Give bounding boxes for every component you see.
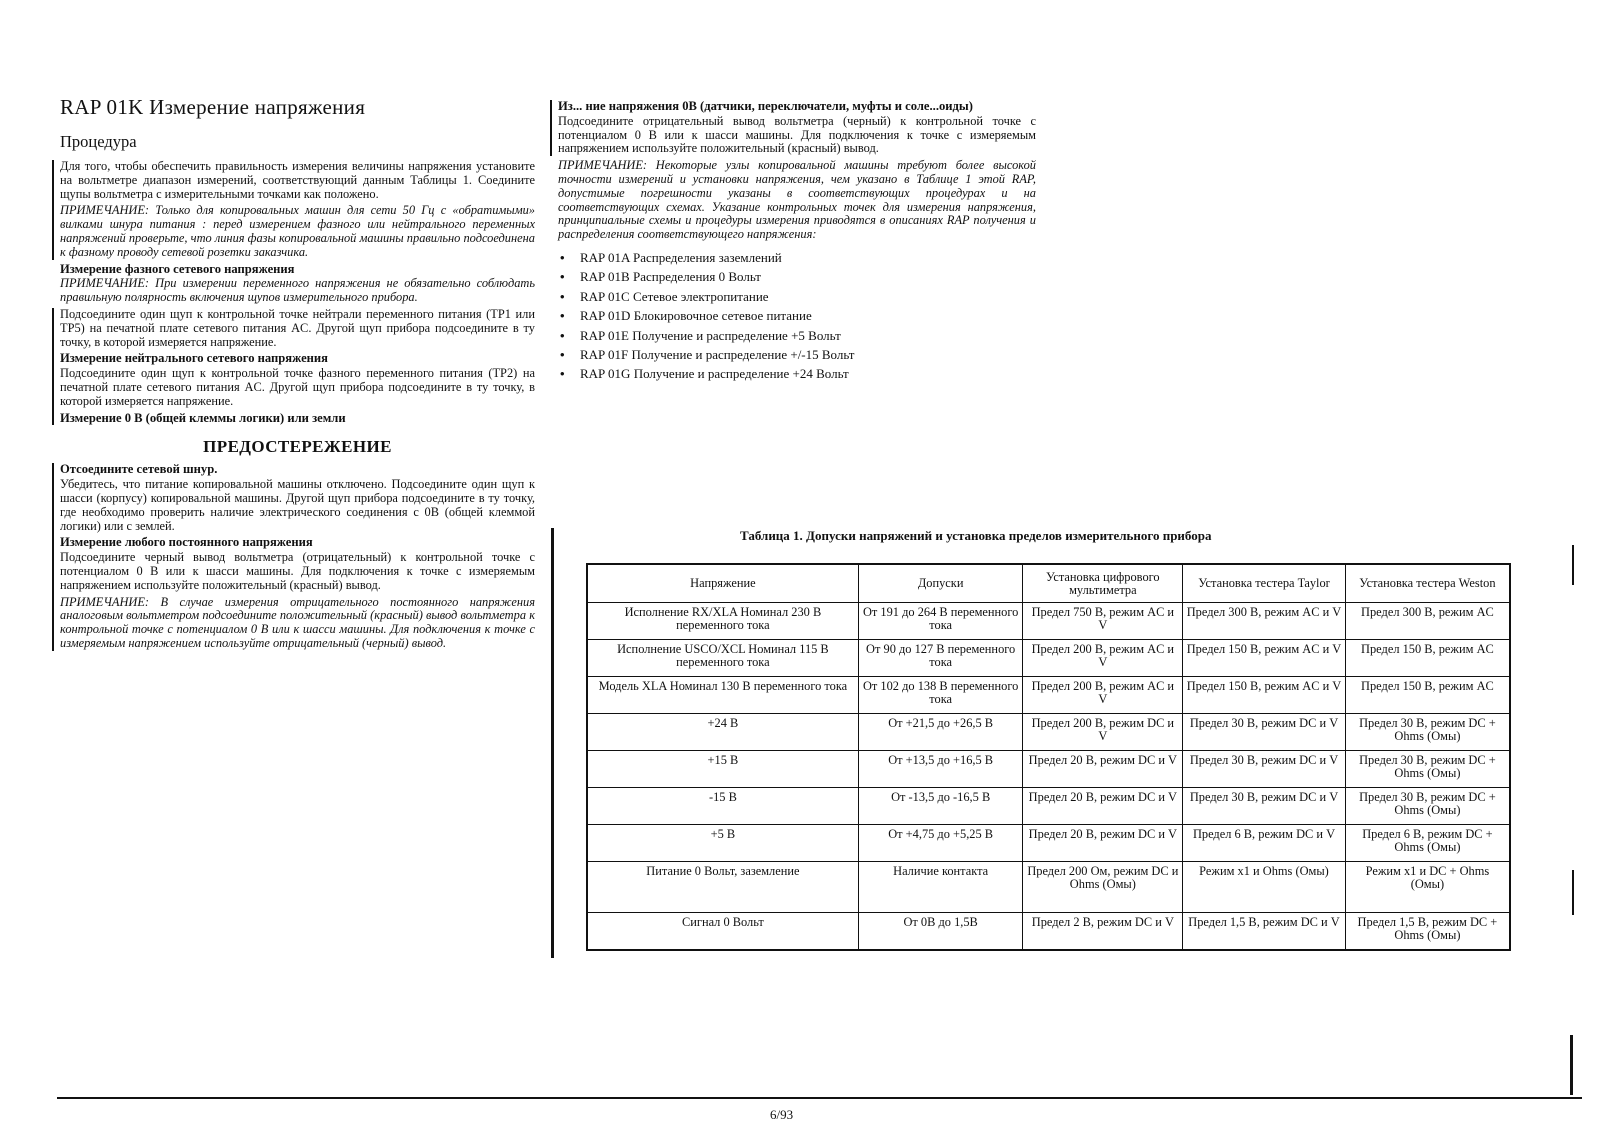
table-cell: От +13,5 до +16,5 В	[858, 751, 1023, 788]
table-cell: Предел 30 В, режим DC и V	[1183, 751, 1346, 788]
table-cell: Предел 1,5 В, режим DC и V	[1183, 913, 1346, 951]
list-item: • RAP 01D Блокировочное сетевое питание	[560, 306, 1036, 325]
table-cell: Предел 300 В, режим AC и V	[1183, 603, 1346, 640]
note-accuracy: ПРИМЕЧАНИЕ: Некоторые узлы копировальной машины требуют более высокой точности измерений и установки напряжения, чем указано в Таблице 1 этой RAP, допустимые погрешности указаны в соответствующих процедурах и на соответствующих схемах. Указание контрольных точек для измерения напряжения, принципиальные схемы и процедуры измерения приводятся в описаниях RAP получения и распределения соответствующего напряжения:	[558, 158, 1036, 242]
change-bar	[550, 100, 1036, 156]
list-item: • RAP 01F Получение и распределение +/-15 Вольт	[560, 345, 1036, 364]
table-cell: Наличие контакта	[858, 862, 1023, 913]
list-item: • RAP 01E Получение и распределение +5 Вольт	[560, 326, 1036, 345]
table-cell: Предел 150 В, режим AC и V	[1183, 640, 1346, 677]
table-cell: Модель XLA Номинал 130 В переменного тока	[587, 677, 858, 714]
table-cell: +24 В	[587, 714, 858, 751]
change-bar	[52, 308, 535, 425]
list-item: • RAP 01G Получение и распределение +24 Вольт	[560, 364, 1036, 383]
table-cell: Предел 6 В, режим DC и V	[1183, 825, 1346, 862]
change-bar	[52, 463, 535, 650]
neutral-heading: Измерение нейтрального сетевого напряжения	[60, 351, 328, 366]
table-cell: Питание 0 Вольт, заземление	[587, 862, 858, 913]
list-item: • RAP 01B Распределения 0 Вольт	[560, 267, 1036, 286]
change-bar	[52, 160, 535, 260]
table-header-row	[587, 564, 1510, 603]
intro-paragraph: Для того, чтобы обеспечить правильность измерения величины напряжения установите на вольтметре диапазон измерений, соответствующий данным Таблицы 1. Соедините щупы вольтметра с измерительными точками как положено.	[60, 159, 535, 201]
phase-heading: Измерение фазного сетевого напряжения	[60, 261, 295, 276]
margin-mark	[1572, 870, 1574, 915]
zero-volt-devices-heading: Из... ние напряжения 0В (датчики, переключатели, муфты и соле...оиды)	[558, 99, 973, 113]
warning-paragraph: Убедитесь, что питание копировальной машины отключено. Подсоедините один щуп к шасси (корпусу) копировальной машины. Другой щуп прибора подсоедините в ту точку, где необходимо проверить наличие электрического соединения с 0В (общей клеммой логики) или с землей.	[60, 477, 535, 533]
column-header: Установка цифрового мультиметра	[1023, 564, 1183, 603]
page-number: 6/93	[770, 1107, 794, 1122]
table-row	[587, 603, 1510, 640]
warning-heading: ПРЕДОСТЕРЕЖЕНИЕ	[203, 437, 392, 457]
table-cell: Предел 150 В, режим AC	[1345, 640, 1510, 677]
list-item: • RAP 01C Сетевое электропитание	[560, 287, 1036, 306]
note-50hz: ПРИМЕЧАНИЕ: Только для копировальных машин для сети 50 Гц с «обратимыми» вилками шнура питания : перед измерением фазного или нейтрального переменных напряжений проверьте, что линия фазы копировальной машины правильно подсоединена к фазному проводу сетевой розетки заказчика.	[60, 203, 535, 259]
warning-subheading: Отсоедините сетевой шнур.	[60, 462, 218, 477]
table-row	[587, 913, 1510, 951]
table-cell: Исполнение USCO/XCL Номинал 115 В переменного тока	[587, 640, 858, 677]
table-row	[587, 714, 1510, 751]
table-cell: Предел 200 В, режим AC и V	[1023, 677, 1183, 714]
table-cell: Исполнение RX/XLA Номинал 230 В переменного тока	[587, 603, 858, 640]
table-cell: -15 В	[587, 788, 858, 825]
table-cell: Предел 200 В, режим AC и V	[1023, 640, 1183, 677]
change-bar	[551, 528, 554, 958]
dc-paragraph: Подсоедините черный вывод вольтметра (отрицательный) к контрольной точке с потенциалом 0 В или к шасси машины. Для подключения к точке с измеряемым напряжением используйте положительный (красный) вывод.	[60, 550, 535, 592]
table-cell: +15 В	[587, 751, 858, 788]
rap-list	[558, 248, 1036, 384]
table-cell: От 0В до 1,5В	[858, 913, 1023, 951]
zero-volt-heading: Измерение 0 В (общей клеммы логики) или земли	[60, 410, 346, 425]
column-header: Установка тестера Taylor	[1183, 564, 1346, 603]
table-cell: От +4,75 до +5,25 В	[858, 825, 1023, 862]
table-cell: Сигнал 0 Вольт	[587, 913, 858, 951]
column-header: Установка тестера Weston	[1345, 564, 1510, 603]
table-cell: Предел 2 В, режим DC и V	[1023, 913, 1183, 951]
note-polarity: ПРИМЕЧАНИЕ: При измерении переменного напряжения не обязательно соблюдать правильную полярность включения щупов измерительного прибора.	[60, 276, 535, 305]
table-cell: От 191 до 264 В переменного тока	[858, 603, 1023, 640]
table-cell: Предел 30 В, режим DC и V	[1183, 714, 1346, 751]
table-row	[587, 751, 1510, 788]
phase-paragraph: Подсоедините один щуп к контрольной точке нейтрали переменного питания (TP1 или TP5) на печатной плате сетевого питания AC. Другой щуп прибора подсоедините в ту точку, в которой измеряется напряжение.	[60, 306, 535, 349]
table-cell: Предел 30 В, режим DC + Ohms (Омы)	[1345, 751, 1510, 788]
note-negative-dc: ПРИМЕЧАНИЕ: В случае измерения отрицательного постоянного напряжения аналоговым вольтметром подсоедините положительный (красный) вывод вольтметра к контрольной точке с потенциалом 0 В или к шасси машины. Для подключения к точке с измеряемым напряжением используйте отрицательный (черный) вывод.	[60, 594, 535, 650]
bullet-icon: •	[560, 269, 565, 285]
table-row	[587, 788, 1510, 825]
table-row	[587, 862, 1510, 913]
table-cell: Режим x1 и Ohms (Омы)	[1183, 862, 1346, 913]
footer-rule	[57, 1097, 1582, 1099]
table-cell: Предел 30 В, режим DC + Ohms (Омы)	[1345, 788, 1510, 825]
table-cell: Предел 20 В, режим DC и V	[1023, 751, 1183, 788]
column-header: Допуски	[858, 564, 1023, 603]
table-cell: Предел 750 В, режим AC и V	[1023, 603, 1183, 640]
table-cell: +5 В	[587, 825, 858, 862]
right-column	[558, 100, 1036, 384]
bullet-icon: •	[560, 366, 565, 382]
table-cell: Режим x1 и DC + Ohms (Омы)	[1345, 862, 1510, 913]
table-cell: Предел 300 В, режим AC	[1345, 603, 1510, 640]
neutral-paragraph: Подсоедините один щуп к контрольной точке фазного переменного питания (TP2) на печатной плате сетевого питания AC. Другой щуп прибора подсоедините в ту точку, в которой измеряется напряжение.	[60, 366, 535, 408]
table-cell: Предел 6 В, режим DC + Ohms (Омы)	[1345, 825, 1510, 862]
table-cell: Предел 30 В, режим DC и V	[1183, 788, 1346, 825]
table-cell: От 90 до 127 В переменного тока	[858, 640, 1023, 677]
left-column	[60, 95, 535, 651]
table-row	[587, 640, 1510, 677]
table-cell: Предел 150 В, режим AC и V	[1183, 677, 1346, 714]
table-cell: Предел 200 В, режим DC и V	[1023, 714, 1183, 751]
table-row	[587, 677, 1510, 714]
bullet-icon: •	[560, 347, 565, 362]
bullet-icon: •	[560, 249, 565, 265]
bullet-icon: •	[560, 308, 565, 324]
procedure-heading: Процедура	[60, 132, 137, 151]
table-cell: Предел 1,5 В, режим DC + Ohms (Омы)	[1345, 913, 1510, 951]
table-row	[587, 825, 1510, 862]
table-cell: Предел 20 В, режим DC и V	[1023, 788, 1183, 825]
table-cell: Предел 150 В, режим AC	[1345, 677, 1510, 714]
margin-mark	[1570, 1035, 1573, 1095]
table-caption: Таблица 1. Допуски напряжений и установка пределов измерительного прибора	[740, 528, 1212, 543]
voltage-table	[586, 563, 1511, 951]
bullet-icon: •	[560, 327, 565, 343]
zero-volt-paragraph: Подсоедините отрицательный вывод вольтметра (черный) к контрольной точке с потенциалом 0 В или к шасси машины. Для подключения к точке с измеряемым напряжением используйте положительный (красный) вывод.	[558, 113, 1036, 156]
column-header: Напряжение	[587, 564, 858, 603]
page-title: RAP 01K Измерение напряжения	[60, 95, 366, 119]
table-cell: Предел 30 В, режим DC + Ohms (Омы)	[1345, 714, 1510, 751]
list-item: • RAP 01A Распределения заземлений	[560, 248, 1036, 267]
table-cell: От -13,5 до -16,5 В	[858, 788, 1023, 825]
table-cell: От +21,5 до +26,5 В	[858, 714, 1023, 751]
table-cell: Предел 200 Ом, режим DC и Ohms (Омы)	[1023, 862, 1183, 913]
margin-mark	[1572, 545, 1574, 585]
bullet-icon: •	[560, 288, 565, 304]
dc-heading: Измерение любого постоянного напряжения	[60, 535, 313, 550]
table-cell: От 102 до 138 В переменного тока	[858, 677, 1023, 714]
table-cell: Предел 20 В, режим DC и V	[1023, 825, 1183, 862]
